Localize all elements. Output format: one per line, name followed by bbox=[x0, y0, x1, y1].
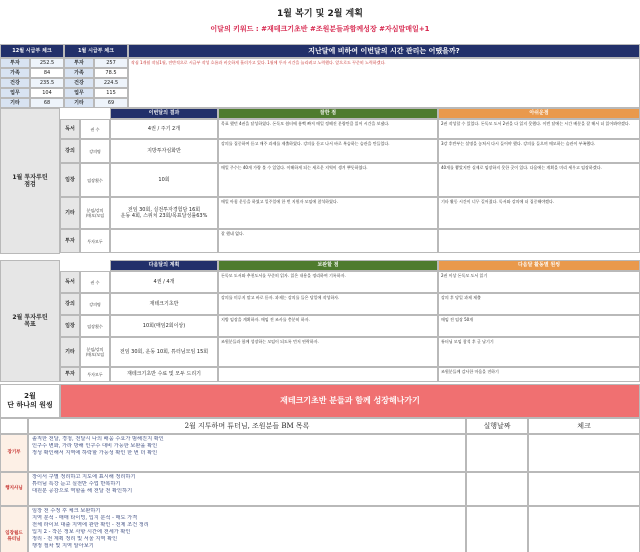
monthly-keyword: 이달의 키워드 : #재테크기초반 #조원분들과함께성장 #자심말매일+1 bbox=[210, 25, 430, 33]
bm-date-cell bbox=[466, 434, 528, 472]
jan-hours-value: 78.5 bbox=[94, 68, 128, 78]
routine-good-point: 잘 했네 없다. bbox=[218, 229, 438, 253]
bm-line: 전체 라이브 대출 지역에 관한 확인 - 전제 조건 정리 bbox=[32, 522, 149, 529]
plan-category: 임장 bbox=[60, 315, 80, 337]
plan-target: 10회(매임2회이상) bbox=[110, 315, 218, 337]
one-thing-label: 2월 단 하나의 원씽 bbox=[0, 384, 60, 418]
routine-metric: 임장횟수 bbox=[80, 163, 110, 197]
dec-category-label: 가족 bbox=[0, 68, 30, 78]
bm-line: 솔직한 전달, 경청, 전달시 나의 배움 수요가 범해진지 확인 bbox=[32, 436, 164, 442]
plan-metric: 권 수 bbox=[80, 271, 110, 293]
routine-category: 기타 bbox=[60, 197, 80, 229]
dec-category-label: 건강 bbox=[0, 78, 30, 88]
bm-line: 지역 분석 - 매매 타이밍, 입지 분석 - 매도 가격 bbox=[32, 515, 138, 522]
plan-category: 기타 bbox=[60, 337, 80, 367]
one-thing-text: 재테크기초반 분들과 함께 성장해나가기 bbox=[60, 384, 640, 418]
section2-header-plan: 다음달의 계획 bbox=[110, 260, 218, 271]
plan-one-thing: 조원분들께 감사한 마음을 전하기 bbox=[438, 367, 640, 382]
routine-metric: 강의명 bbox=[80, 139, 110, 163]
bm-check-cell bbox=[528, 472, 640, 506]
routine-regret: 2권 작성할 수 있었다. 돈독모 도서 2권을 다 읽지 못했다. 이번 달에는 시간 배분을 잘 해서 더 읽어봐야겠다. bbox=[438, 119, 640, 139]
plan-improvement: 지방 임장을 계획하자. 매임 전 조사를 충분히 하자. bbox=[218, 315, 438, 337]
jan-category-label: 기타 bbox=[64, 98, 94, 108]
jan-hours-value: 257 bbox=[94, 58, 128, 68]
bm-group-lines bbox=[28, 434, 466, 472]
bm-line: 장이서 구별 정리하고 지도에 표시해 정리하기 bbox=[32, 474, 136, 480]
bm-group-label: 임장월드 튜터님 bbox=[0, 506, 28, 552]
bm-line: 인구수 변화, 가라 방해 인구수 대비 가능한 보완을 확인 bbox=[32, 443, 158, 450]
plan-one-thing: 튜터님 모임 참석 후 글 남기기 bbox=[438, 337, 640, 367]
bm-title: 2월 지투하며 튜터님, 조원분들 BM 목록 bbox=[28, 418, 466, 434]
routine-metric: 분임/강의 /매모/모임 bbox=[80, 197, 110, 229]
bm-check-cell bbox=[528, 434, 640, 472]
routine-result: 10회 bbox=[110, 163, 218, 197]
plan-category: 독서 bbox=[60, 271, 80, 293]
routine-result: 4권 / 주기 2개 bbox=[110, 119, 218, 139]
routine-metric: 권 수 bbox=[80, 119, 110, 139]
bm-check-header: 체크 bbox=[528, 418, 640, 434]
routine-good-point: 매일 아침 운동을 하였고 일주일에 한 번 지원자 모임에 참석하였다. bbox=[218, 197, 438, 229]
routine-regret: 기타 활동 시간이 너무 길어졌다. 독서와 강의에 더 집중해야겠다. bbox=[438, 197, 640, 229]
bm-group-label: 행지사님 bbox=[0, 472, 28, 506]
plan-target: 재테크기초반 수료 및 모두 드리기 bbox=[110, 367, 218, 382]
section2-header-fix: 보완할 점 bbox=[218, 260, 438, 271]
bm-line: 입지 2 - 작은 정보 사항 시간에 전세가 확인 bbox=[32, 529, 131, 536]
plan-improvement: 강의를 미루지 말고 바로 듣자. 과제는 강의를 들은 당일에 작성하자. bbox=[218, 293, 438, 315]
bm-date-cell bbox=[466, 472, 528, 506]
time-question: 지난달에 비하여 이번달의 시간 관리는 어땠을까? bbox=[128, 44, 640, 58]
routine-regret bbox=[438, 229, 640, 253]
plan-metric: 분임/강의 /매모/모임 bbox=[80, 337, 110, 367]
routine-category: 강의 bbox=[60, 139, 80, 163]
section1-label: 1월 투자루틴 점검 bbox=[0, 108, 60, 254]
plan-target: 4권 / 4개 bbox=[110, 271, 218, 293]
section2-header-one: 다음달 활동별 원씽 bbox=[438, 260, 640, 271]
jan-category-label: 투자 bbox=[64, 58, 94, 68]
plan-metric: 강의명 bbox=[80, 293, 110, 315]
jan-hours-value: 115 bbox=[94, 88, 128, 98]
plan-target: 재테크기초반 bbox=[110, 293, 218, 315]
time-reflection: 작심 1개월 작심1월, 전반적으로 시급부 작성 흐름과 비슷하게 흘러가고 있다. 1월에 투자 시간을 늘리려고 노력했다. 앞으로도 꾸준히 노력하겠다. bbox=[128, 58, 640, 108]
dec-hours-value: 104 bbox=[30, 88, 64, 98]
bm-line: 정리 - 전 계획 정리 및 서울 지역 확인 bbox=[32, 536, 118, 543]
routine-regret: 40개를 뽑았지만 실제로 임장하지 못한 곳이 있다. 다음에는 계획을 미리 세우고 임장하겠다. bbox=[438, 163, 640, 197]
plan-category: 강의 bbox=[60, 293, 80, 315]
jan-category-label: 가족 bbox=[64, 68, 94, 78]
page-title: 1월 복기 및 2월 계획 bbox=[277, 8, 363, 19]
routine-result: 전임 30회, 실전투자경험담 16회 운동 4회, 스위치 23회/목표달성률63% bbox=[110, 197, 218, 229]
routine-category: 투자 bbox=[60, 229, 80, 253]
routine-regret: 3강 후반부는 설명을 놓쳐서 다시 들어야 했다. 강의를 들으며 메모하는 습관이 부족했다. bbox=[438, 139, 640, 163]
dec-hours-value: 68 bbox=[30, 98, 64, 108]
routine-category: 임장 bbox=[60, 163, 80, 197]
dec-hours-value: 252.5 bbox=[30, 58, 64, 68]
plan-target: 전임 30회, 운동 10회, 튜터님모임 15회 bbox=[110, 337, 218, 367]
routine-good-point: 강의를 집중하여 듣고 매주 과제를 제출하였다. 강의를 듣고 나서 바로 복습하는 습관을 만들었다. bbox=[218, 139, 438, 163]
section1-header-result: 이번달의 결과 bbox=[110, 108, 218, 119]
section1-header-good: 잘한 점 bbox=[218, 108, 438, 119]
bm-line: 정성 확인해서 지역에 하락할 가능성 확인 한 번 더 확인 bbox=[32, 450, 158, 457]
routine-category: 독서 bbox=[60, 119, 80, 139]
plan-one-thing: 2권 이상 돈독모 도서 읽기 bbox=[438, 271, 640, 293]
jan-check-header: 1월 시급부 체크 bbox=[64, 44, 128, 58]
dec-hours-value: 84 bbox=[30, 68, 64, 78]
jan-hours-value: 69 bbox=[94, 98, 128, 108]
bm-line: 행정 절차 및 지역 알아보기 bbox=[32, 543, 94, 550]
dec-category-label: 투자 bbox=[0, 58, 30, 68]
routine-result bbox=[110, 229, 218, 253]
jan-category-label: 업무 bbox=[64, 88, 94, 98]
bm-check-cell bbox=[528, 506, 640, 552]
dec-hours-value: 235.5 bbox=[30, 78, 64, 88]
plan-improvement bbox=[218, 367, 438, 382]
section2-label: 2월 투자루틴 목표 bbox=[0, 260, 60, 382]
bm-group-label: 장기부 bbox=[0, 434, 28, 472]
jan-hours-value: 224.5 bbox=[94, 78, 128, 88]
routine-good-point: 매일 주수는 40개 가량 볼 수 있었다. 이해하게 되는 새로운 지역이 생겨 뿌듯하였다. bbox=[218, 163, 438, 197]
bm-corner bbox=[0, 418, 28, 434]
plan-metric: 임장횟수 bbox=[80, 315, 110, 337]
plan-improvement: 조원분들과 함께 성장하는 모임이 되도록 먼저 연락하자. bbox=[218, 337, 438, 367]
bm-group-lines bbox=[28, 506, 466, 552]
plan-one-thing: 매임 전 임장 50개 bbox=[438, 315, 640, 337]
dec-check-header: 12월 시급부 체크 bbox=[0, 44, 64, 58]
plan-one-thing: 강의 후 당일 과제 제출 bbox=[438, 293, 640, 315]
plan-metric: 투자모두 bbox=[80, 367, 110, 382]
plan-category: 투자 bbox=[60, 367, 80, 382]
bm-line: 임장 전 수정 후 체크 보완하기 bbox=[32, 508, 101, 514]
routine-good-point: 목표 했던 4권을 달성하였다. 돈독모 쉼터에 흠뻑 빠져 매일 정해진 분량만큼 읽어 시간을 보냈다. bbox=[218, 119, 438, 139]
dec-category-label: 업무 bbox=[0, 88, 30, 98]
bm-date-cell bbox=[466, 506, 528, 552]
bm-date-header: 실행날짜 bbox=[466, 418, 528, 434]
plan-improvement: 돈독모 도서와 추천도서를 꾸준히 읽자. 읽은 내용을 정리하여 기록하자. bbox=[218, 271, 438, 293]
routine-metric: 투자모두 bbox=[80, 229, 110, 253]
routine-result: 지방투자심화반 bbox=[110, 139, 218, 163]
bm-group-lines bbox=[28, 472, 466, 506]
bm-line: 대원분 공감으로 역할을 해 전달 전 확인하기 bbox=[32, 488, 133, 495]
section1-header-bad: 아쉬운점 bbox=[438, 108, 640, 119]
bm-line: 튜터님 특강 듣고 실전반 수업 반복하기 bbox=[32, 481, 121, 488]
jan-category-label: 건강 bbox=[64, 78, 94, 88]
dec-category-label: 기타 bbox=[0, 98, 30, 108]
